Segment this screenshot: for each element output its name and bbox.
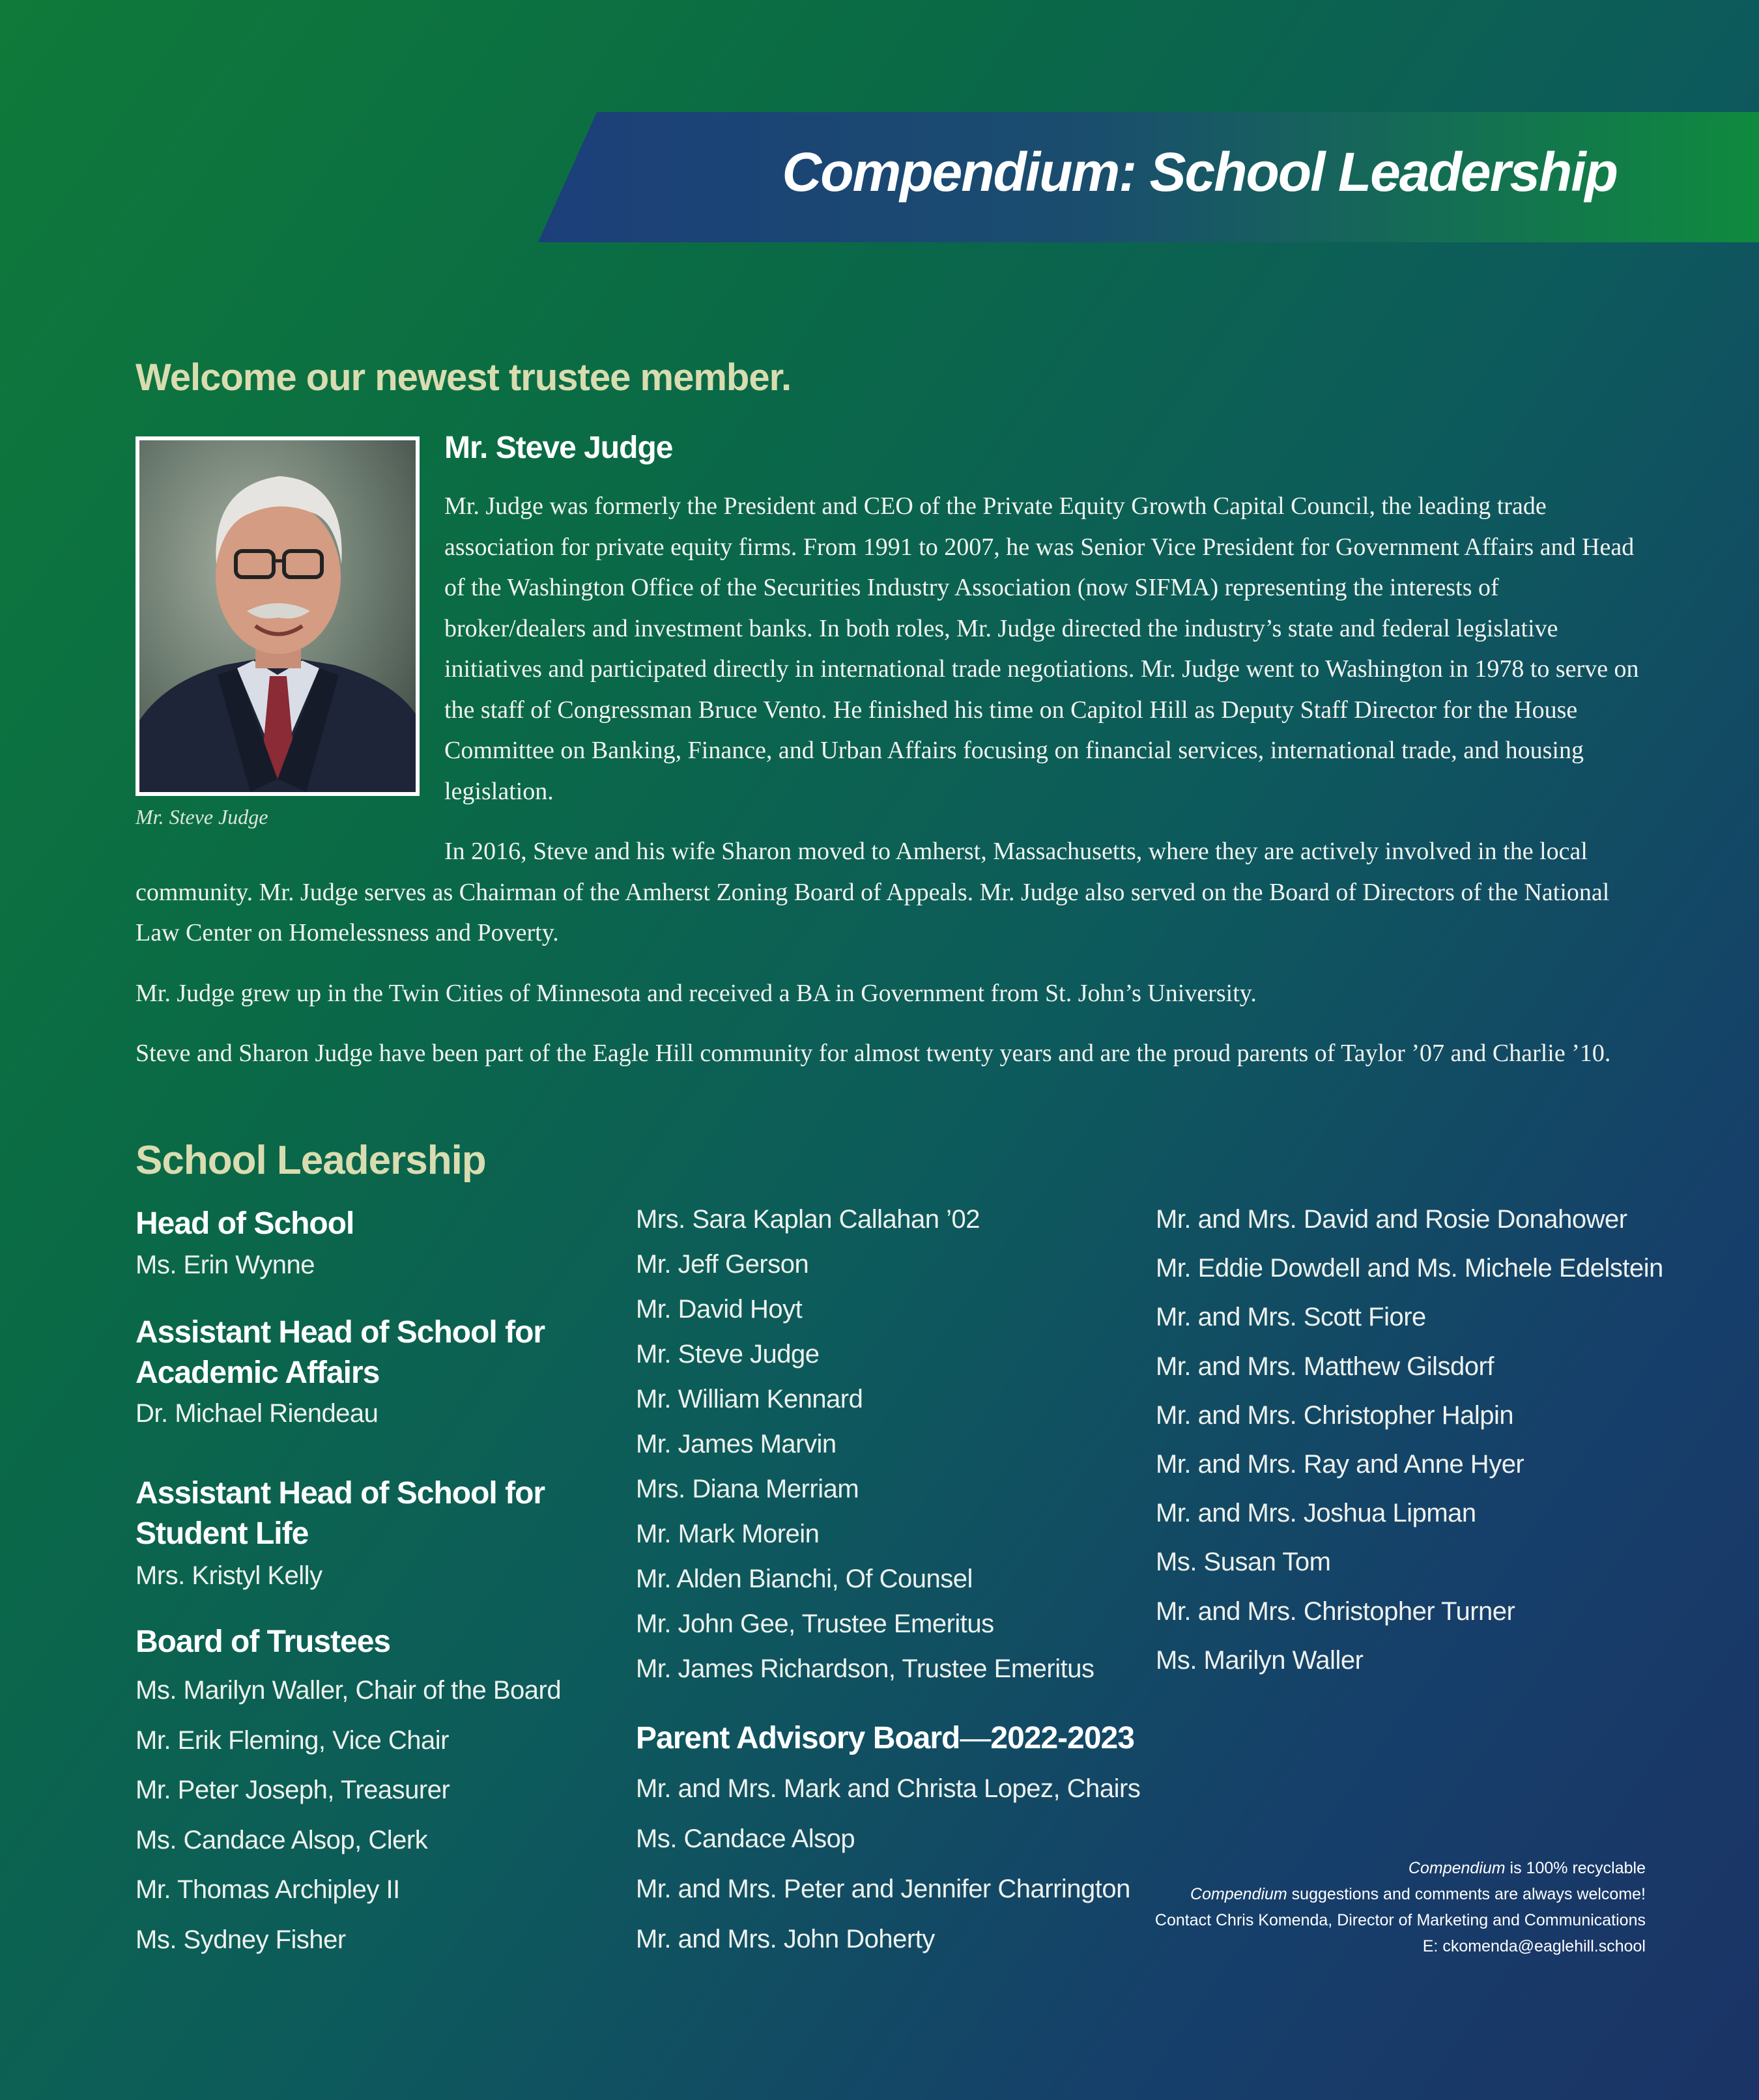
page-title: Compendium: School Leadership [782,141,1617,203]
head-of-school-label: Head of School [136,1206,354,1241]
list-item: Mr. and Mrs. Peter and Jennifer Charrington [636,1875,1130,1903]
portrait-illustration [139,440,416,792]
student-life-name: Mrs. Kristyl Kelly [136,1561,322,1590]
list-item: Mr. and Mrs. David and Rosie Donahower [1156,1205,1627,1234]
pab-label-main: Parent Advisory Board [636,1721,960,1755]
trustee-name: Mr. Steve Judge [444,431,673,465]
footer-line-recyclable [1155,1855,1646,1881]
publication-name: Compendium [1190,1885,1287,1903]
list-item: Mr. and Mrs. Scott Fiore [1156,1303,1426,1332]
bio-paragraph: In 2016, Steve and his wife Sharon moved to Amherst, Massachusetts, where they are actively involved in the local community. Mr. Judge serves as Chairman of the Amherst Zoning Board of Appeals. Mr. Judge also served on the Board of Directors of the National Law Center on Homelessness and Poverty. [136,838,1610,946]
list-item: Mr. Steve Judge [636,1340,820,1369]
footer-email[interactable]: E: ckomenda@eaglehill.school [1422,1937,1646,1955]
parent-advisory-board-label [636,1718,1134,1759]
list-item: Ms. Marilyn Waller [1156,1645,1364,1675]
bio-paragraph: Mr. Judge grew up in the Twin Cities of Minnesota and received a BA in Government from St. John’s University. [136,980,1257,1007]
list-item: Mr. John Gee, Trustee Emeritus [636,1610,994,1638]
academic-affairs-name: Dr. Michael Riendeau [136,1399,379,1428]
list-item: Ms. Candace Alsop, Clerk [136,1825,428,1854]
list-item: Mr. James Marvin [636,1430,837,1458]
list-item: Mr. Jeff Gerson [636,1250,809,1279]
list-item: Mr. and Mrs. Joshua Lipman [1156,1499,1476,1528]
list-item: Ms. Candace Alsop [636,1824,855,1853]
list-item: Mr. Thomas Archipley II [136,1875,400,1904]
student-life-label-line1: Assistant Head of School for [136,1476,545,1511]
list-item: Mr. and Mrs. John Doherty [636,1925,935,1953]
list-item: Ms. Susan Tom [1156,1548,1331,1577]
list-item: Mr. William Kennard [636,1385,863,1413]
list-item: Mr. James Richardson, Trustee Emeritus [636,1654,1094,1683]
trustees-list-col1 [136,1676,561,1975]
footer-contact: Contact Chris Komenda, Director of Marketing and Communications [1154,1911,1646,1929]
academic-affairs-label-line1: Assistant Head of School for [136,1315,545,1350]
school-leadership-heading: School Leadership [136,1138,486,1183]
list-item: Mr. and Mrs. Mark and Christa Lopez, Chairs [636,1774,1141,1803]
list-item: Mr. Alden Bianchi, Of Counsel [636,1565,973,1593]
pab-label-dash: — [960,1721,991,1755]
pab-label-years: 2022-2023 [990,1721,1134,1755]
academic-affairs-label [136,1312,545,1393]
list-item: Mr. and Mrs. Christopher Turner [1156,1596,1515,1626]
list-item: Mr. and Mrs. Christopher Halpin [1156,1400,1514,1430]
publication-name: Compendium [1408,1859,1506,1877]
list-item: Mr. Mark Morein [636,1520,820,1548]
list-item: Mrs. Diana Merriam [636,1475,859,1503]
parent-board-list-col2 [636,1774,1140,1975]
trustees-list-col2 [636,1205,1094,1699]
bio-paragraph: Steve and Sharon Judge have been part of the Eagle Hill community for almost twenty years and are the proud parents of Taylor ’07 and Charlie ’10. [136,1040,1611,1067]
list-item: Mr. and Mrs. Ray and Anne Hyer [1156,1449,1524,1479]
academic-affairs-label-line2: Academic Affairs [136,1355,380,1390]
footer-line-suggestions [1155,1881,1646,1907]
list-item: Mr. David Hoyt [636,1295,803,1324]
footer-suggestions-text: suggestions and comments are always welcome! [1287,1885,1646,1903]
list-item: Mr. Erik Fleming, Vice Chair [136,1725,449,1755]
head-of-school-name: Ms. Erin Wynne [136,1251,315,1279]
list-item: Mr. and Mrs. Matthew Gilsdorf [1156,1352,1494,1381]
photo-caption: Mr. Steve Judge [136,805,268,829]
list-item: Mrs. Sara Kaplan Callahan ’02 [636,1205,980,1234]
trustee-portrait [136,436,420,796]
list-item: Mr. Peter Joseph, Treasurer [136,1776,450,1804]
list-item: Ms. Sydney Fisher [136,1925,346,1954]
publication-footer [1155,1855,1646,1959]
list-item: Ms. Marilyn Waller, Chair of the Board [136,1676,562,1705]
welcome-heading: Welcome our newest trustee member. [136,356,792,399]
parent-board-list-col3 [1156,1205,1663,1695]
list-item: Mr. Eddie Dowdell and Ms. Michele Edelstein [1156,1254,1663,1283]
bio-paragraph: Mr. Judge was formerly the President and CEO of the Private Equity Growth Capital Council, the leading trade association for private equity firms. From 1991 to 2007, he was Senior Vice President for Government Affairs and Head of the Washington Office of the Securities Industry Association (now SIFMA) representing the interests of broker/dealers and investment banks. In both roles, Mr. Judge directed the industry’s state and federal legislative initiatives and participated directly in international trade negotiations. Mr. Judge went to Washington in 1978 to serve on the staff of Congressman Bruce Vento. He finished his time on Capitol Hill as Deputy Staff Director for the House Committee on Banking, Finance, and Urban Affairs focusing on financial services, international trade, and housing legislation. [444,492,1639,805]
board-of-trustees-label: Board of Trustees [136,1625,391,1659]
student-life-label [136,1473,545,1554]
student-life-label-line2: Student Life [136,1516,309,1551]
footer-recyclable-text: is 100% recyclable [1505,1859,1646,1877]
